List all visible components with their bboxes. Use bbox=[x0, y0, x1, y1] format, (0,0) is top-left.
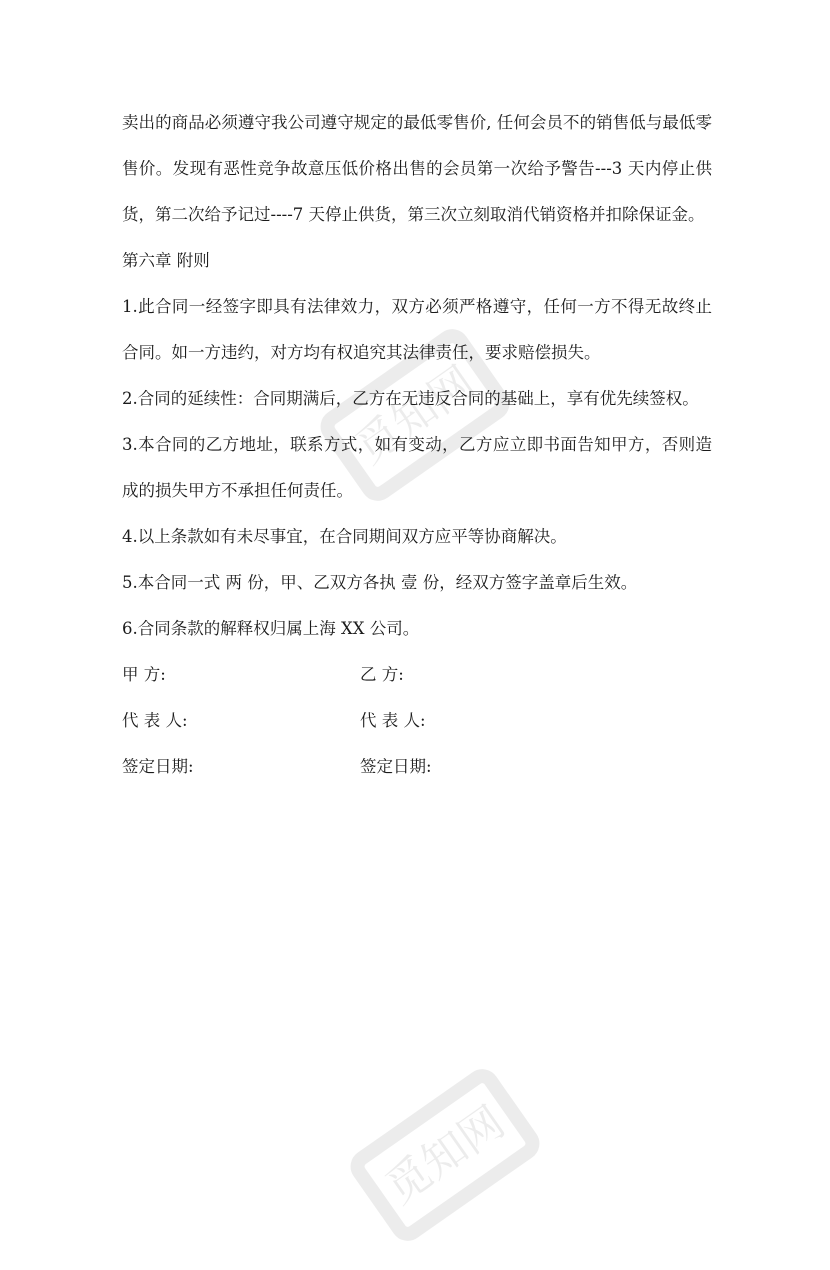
document-body bbox=[122, 100, 712, 790]
sign-date-b-label: 签定日期: bbox=[360, 757, 432, 776]
clause-1: 1.此合同一经签字即具有法律效力，双方必须严格遵守，任何一方不得无故终止合同。如一方违约，对方均有权追究其法律责任，要求赔偿损失。 bbox=[122, 297, 712, 362]
signature-row-party bbox=[122, 652, 712, 698]
representative-a-label: 代 表 人: bbox=[122, 711, 188, 730]
party-a-label: 甲 方: bbox=[122, 665, 166, 684]
clause-5: 5.本合同一式 两 份，甲、乙双方各执 壹 份，经双方签字盖章后生效。 bbox=[122, 573, 638, 592]
watermark-text-top: 觅知网 bbox=[346, 356, 484, 475]
watermark-text-bottom: 觅知网 bbox=[376, 1096, 514, 1215]
chapter-title: 第六章 附则 bbox=[122, 251, 210, 270]
clause-4: 4.以上条款如有未尽事宜，在合同期间双方应平等协商解决。 bbox=[122, 527, 567, 546]
signature-row-representative bbox=[122, 698, 712, 744]
sign-date-a-label: 签定日期: bbox=[122, 757, 194, 776]
clause-2: 2.合同的延续性：合同期满后，乙方在无违反合同的基础上，享有优先续签权。 bbox=[122, 389, 699, 408]
representative-b-label: 代 表 人: bbox=[360, 711, 426, 730]
paragraph-pricing-rules: 卖出的商品必须遵守我公司遵守规定的最低零售价, 任何会员不的销售低与最低零售价。发现有恶性竞争故意压低价格出售的会员第一次给予警告---3 天内停止供货，第二次给予记过----7 天停止供货，第三次立刻取消代销资格并扣除保证金。 bbox=[122, 113, 712, 224]
clause-6: 6.合同条款的解释权归属上海 XX 公司。 bbox=[122, 619, 420, 638]
watermark-logo-bottom bbox=[330, 1040, 560, 1270]
signature-row-date bbox=[122, 744, 712, 790]
clause-3: 3.本合同的乙方地址，联系方式，如有变动，乙方应立即书面告知甲方，否则造成的损失甲方不承担任何责任。 bbox=[122, 435, 712, 500]
party-b-label: 乙 方: bbox=[360, 665, 404, 684]
